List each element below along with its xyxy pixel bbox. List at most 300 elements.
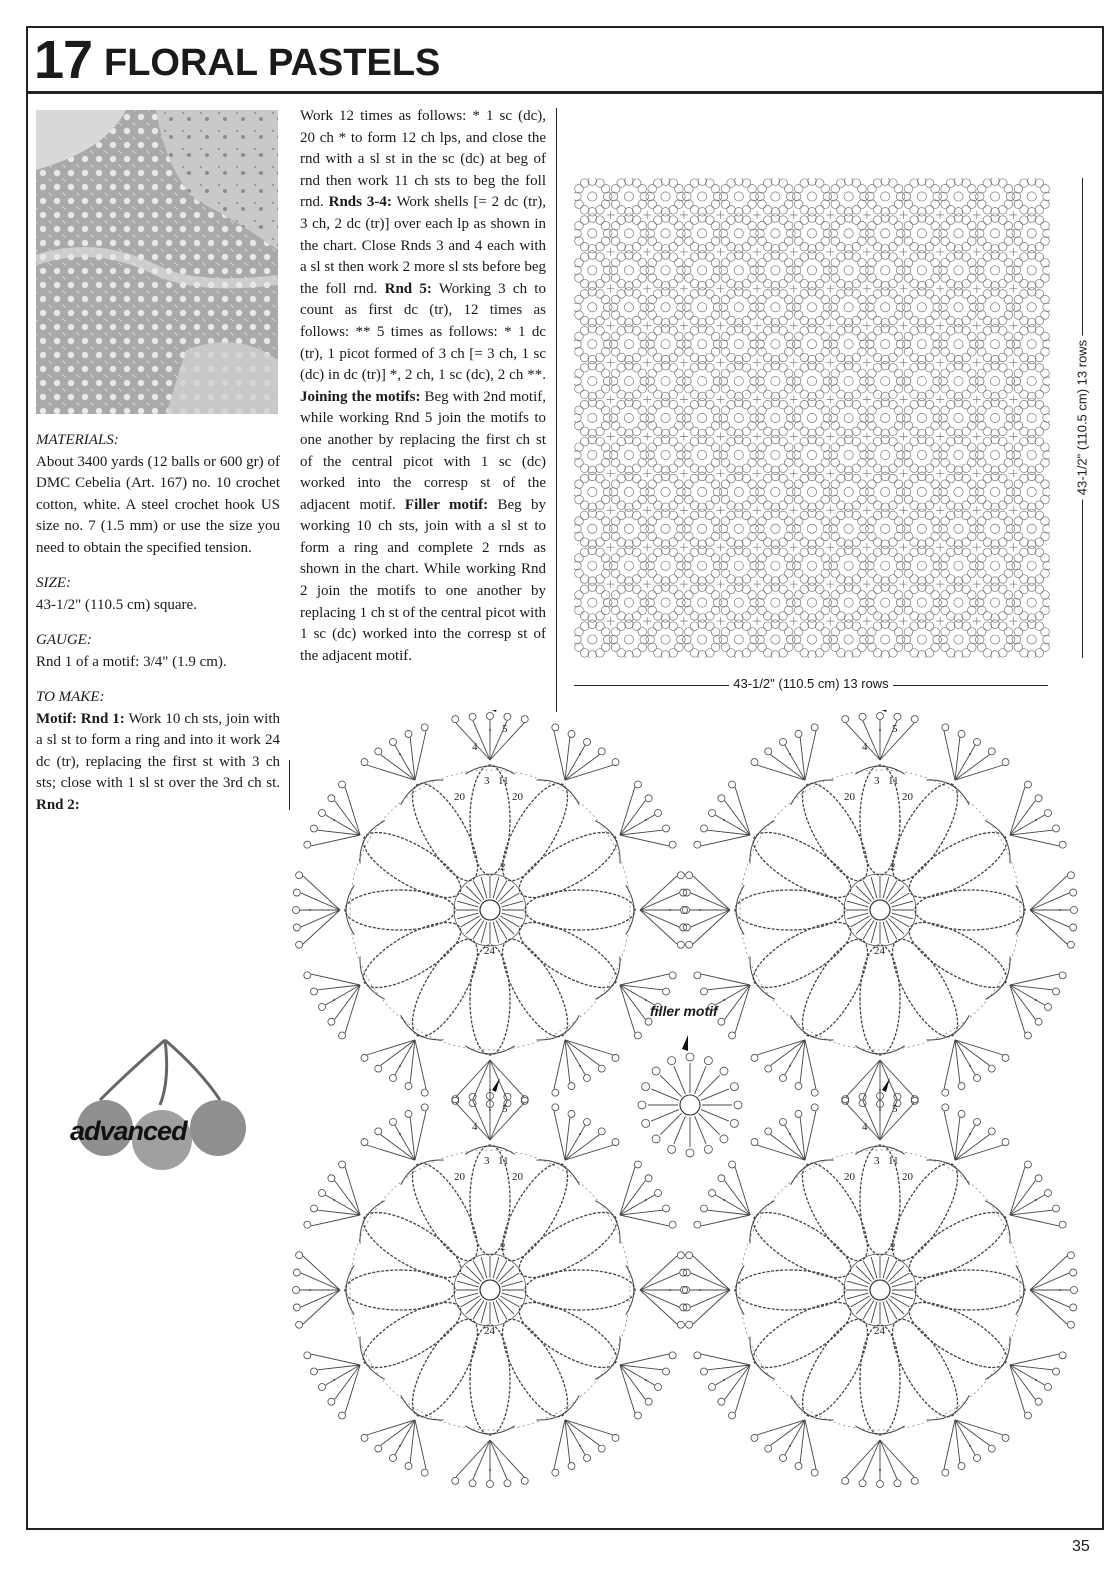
grid-filler [1009, 432, 1017, 440]
grid-filler [753, 469, 761, 477]
grid-filler [936, 396, 944, 404]
height-dimension [1072, 178, 1092, 658]
round-label: 2 [890, 861, 896, 873]
grid-filler [790, 617, 798, 625]
round-label: 20 [902, 1171, 913, 1183]
round-label: 5 [892, 1103, 898, 1115]
grid-filler [900, 396, 908, 404]
grid-filler [973, 211, 981, 219]
grid-motif [866, 251, 905, 290]
grid-motif [1012, 288, 1050, 327]
round-label: 20 [512, 791, 523, 803]
grid-motif [719, 583, 758, 622]
grid-motif [646, 398, 685, 437]
grid-motif [829, 214, 868, 253]
grid-motif [975, 398, 1014, 437]
grid-motif [609, 583, 648, 622]
grid-filler [1009, 506, 1017, 514]
grid-filler [643, 506, 651, 514]
grid-motif [792, 583, 831, 622]
round-label: 4 [862, 741, 868, 753]
grid-filler [716, 248, 724, 256]
grid-filler [790, 248, 798, 256]
grid-motif [682, 178, 721, 216]
grid-motif [902, 435, 941, 474]
grid-motif [719, 398, 758, 437]
grid-filler [973, 617, 981, 625]
grid-motif [866, 509, 905, 548]
grid-motif [1012, 324, 1050, 363]
grid-motif [902, 288, 941, 327]
width-label: 43-1/2" (110.5 cm) 13 rows [729, 676, 892, 691]
motif-rnd1-label: Motif: Rnd 1: [36, 710, 125, 727]
grid-motif [939, 546, 978, 585]
page-title: FLORAL PASTELS [104, 42, 441, 84]
grid-filler [790, 359, 798, 367]
grid-filler [680, 285, 688, 293]
grid-motif [975, 214, 1014, 253]
grid-motif [829, 324, 868, 363]
grid-motif [719, 546, 758, 585]
round-label: 3 [874, 1155, 880, 1167]
grid-motif [609, 435, 648, 474]
grid-motif [646, 435, 685, 474]
round-label: 20 [844, 1171, 855, 1183]
grid-filler [643, 617, 651, 625]
grid-filler [900, 580, 908, 588]
grid-motif [682, 472, 721, 511]
grid-motif [756, 435, 795, 474]
round-label: 24 [874, 1325, 885, 1337]
grid-motif [902, 324, 941, 363]
grid-motif [939, 398, 978, 437]
grid-motif [574, 509, 612, 548]
grid-motif [939, 251, 978, 290]
grid-filler [826, 285, 834, 293]
grid-motif [609, 288, 648, 327]
grid-motif [574, 361, 612, 400]
grid-filler [826, 580, 834, 588]
start-arrow-icon [882, 1078, 890, 1092]
grid-motif [939, 620, 978, 658]
grid-filler [680, 248, 688, 256]
round-label: 3 [484, 775, 490, 787]
grid-filler [936, 506, 944, 514]
grid-filler [900, 432, 908, 440]
right-column [300, 106, 546, 667]
grid-motif [792, 178, 831, 216]
grid-filler [936, 211, 944, 219]
grid-motif [609, 620, 648, 658]
grid-motif [866, 178, 905, 216]
grid-motif [939, 509, 978, 548]
round-label: 4 [472, 741, 478, 753]
grid-motif [756, 509, 795, 548]
filler-motif-label: filler motif [650, 1003, 718, 1019]
grid-motif [574, 288, 612, 327]
grid-motif [1012, 472, 1050, 511]
grid-motif [646, 583, 685, 622]
grid-motif [756, 214, 795, 253]
filler-start-arrow-icon [682, 1035, 688, 1051]
grid-filler [936, 285, 944, 293]
grid-motif [609, 324, 648, 363]
round-label: 24 [484, 945, 495, 957]
grid-motif [829, 509, 868, 548]
grid-motif [646, 178, 685, 216]
round-label: 20 [512, 1171, 523, 1183]
grid-filler [753, 580, 761, 588]
grid-motif [1012, 620, 1050, 658]
grid-filler [826, 432, 834, 440]
grid-filler [643, 580, 651, 588]
grid-filler [790, 396, 798, 404]
grid-motif [646, 472, 685, 511]
grid-motif [756, 546, 795, 585]
grid-motif [1012, 509, 1050, 548]
grid-filler [716, 396, 724, 404]
grid-motif [975, 583, 1014, 622]
materials-text: About 3400 yards (12 balls or 600 gr) of DMC Cebelia (Art. 167) no. 10 crochet cotton, white. A steel crochet hook US size no. 7 (1.5 mm) or use the size you need to obtain the specified tension. [36, 453, 280, 556]
grid-motif [975, 251, 1014, 290]
round-label: 20 [844, 791, 855, 803]
grid-filler [826, 248, 834, 256]
page-number: 35 [1072, 1538, 1090, 1555]
grid-filler [680, 396, 688, 404]
grid-motif [975, 178, 1014, 216]
grid-motif [1012, 546, 1050, 585]
grid-filler [753, 322, 761, 330]
joining-text: Beg with 2nd motif, while working Rnd 5 join the motifs to one another by replacing the first ch st of the central picot with 1 sc (dc) worked into the corresp st of the adjacent motif. [300, 388, 547, 513]
grid-filler [936, 617, 944, 625]
grid-filler [973, 396, 981, 404]
motif-rnd1-text: Work 10 ch sts, join with a sl st to form a ring and into it work 24 dc (tr), replacing the first st with 3 ch sts; close with 1 sl st over the 3rd ch st. [36, 710, 280, 791]
grid-filler [716, 211, 724, 219]
grid-motif [792, 472, 831, 511]
grid-motif [609, 472, 648, 511]
grid-motif [939, 472, 978, 511]
joining-label: Joining the motifs: [300, 388, 421, 405]
filler-label-text: Filler motif: [404, 496, 489, 513]
pattern-number: 17 [34, 30, 93, 90]
grid-motif [792, 546, 831, 585]
grid-motif [574, 251, 612, 290]
grid-motif [902, 620, 941, 658]
grid-motif [902, 251, 941, 290]
grid-motif [792, 324, 831, 363]
grid-motif [866, 620, 905, 658]
grid-motif [902, 398, 941, 437]
grid-motif [682, 546, 721, 585]
grid-motif [719, 361, 758, 400]
round-label: 20 [902, 791, 913, 803]
grid-motif [682, 251, 721, 290]
grid-filler [973, 543, 981, 551]
grid-filler [863, 543, 871, 551]
grid-motif [829, 398, 868, 437]
grid-filler [790, 432, 798, 440]
round-label: 2 [500, 1241, 506, 1253]
grid-motif [574, 178, 612, 216]
grid-motif [1012, 398, 1050, 437]
grid-filler [863, 506, 871, 514]
round-label: 24 [484, 1325, 495, 1337]
round-label: 5 [502, 1103, 508, 1115]
grid-motif [1012, 583, 1050, 622]
grid-motif [646, 214, 685, 253]
grid-motif [719, 288, 758, 327]
grid-motif [975, 324, 1014, 363]
grid-filler [680, 432, 688, 440]
grid-motif [902, 509, 941, 548]
grid-motif [646, 509, 685, 548]
grid-motif [1012, 178, 1050, 216]
grid-filler [753, 617, 761, 625]
grid-motif [719, 214, 758, 253]
rnd5-label: Rnd 5: [384, 280, 432, 297]
grid-motif [829, 178, 868, 216]
motif-stitch-chart [280, 710, 1080, 1520]
round-label: 20 [454, 791, 465, 803]
grid-filler [716, 322, 724, 330]
start-arrow-icon [492, 1078, 500, 1092]
grid-motif [719, 251, 758, 290]
grid-motif [646, 324, 685, 363]
grid-motif [719, 324, 758, 363]
grid-motif [1012, 251, 1050, 290]
grid-motif [975, 435, 1014, 474]
round-label: 3 [484, 1155, 490, 1167]
grid-filler [973, 248, 981, 256]
motif-diagram [293, 1078, 688, 1488]
grid-motif [574, 324, 612, 363]
grid-filler [863, 580, 871, 588]
grid-motif [609, 546, 648, 585]
grid-motif [756, 324, 795, 363]
grid-filler [607, 359, 615, 367]
grid-filler [1009, 248, 1017, 256]
grid-filler [900, 469, 908, 477]
grid-filler [607, 396, 615, 404]
grid-motif [574, 472, 612, 511]
grid-motif [866, 583, 905, 622]
grid-filler [973, 285, 981, 293]
grid-filler [790, 543, 798, 551]
materials-heading: MATERIALS: [36, 432, 119, 448]
grid-filler [936, 359, 944, 367]
grid-motif [682, 509, 721, 548]
grid-filler [863, 211, 871, 219]
grid-filler [826, 396, 834, 404]
grid-filler [753, 359, 761, 367]
grid-motif [574, 620, 612, 658]
materials-section [36, 430, 280, 559]
round-label: 11 [888, 775, 899, 787]
grid-motif [682, 324, 721, 363]
grid-filler [643, 432, 651, 440]
grid-filler [680, 506, 688, 514]
grid-motif [939, 178, 978, 216]
grid-motif [609, 251, 648, 290]
grid-filler [607, 543, 615, 551]
rnd3-4-text: Work shells [= 2 dc (tr), 3 ch, 2 dc (tr)] over each lp as shown in the chart. Close Rnds 3 and 4 each with a sl st then work 2 more sl sts before beg the foll rnd. [300, 194, 546, 297]
grid-filler [643, 211, 651, 219]
grid-filler [680, 543, 688, 551]
grid-motif [939, 324, 978, 363]
grid-filler [680, 322, 688, 330]
round-label: 5 [502, 723, 508, 735]
grid-filler [973, 322, 981, 330]
grid-filler [900, 248, 908, 256]
grid-motif [756, 251, 795, 290]
rnd2-text: Work 12 times as follows: * 1 sc (dc), 20 ch * to form 12 ch lps, and close the rnd with a sl st in the sc (dc) at beg of rnd then work 11 ch sts to beg the foll rnd. [300, 108, 546, 211]
grid-filler [643, 469, 651, 477]
grid-filler [863, 359, 871, 367]
grid-motif [574, 214, 612, 253]
grid-filler [1009, 285, 1017, 293]
grid-motif [719, 509, 758, 548]
grid-filler [607, 580, 615, 588]
grid-motif [719, 178, 758, 216]
grid-filler [826, 543, 834, 551]
motif-diagram [683, 1078, 1078, 1488]
grid-filler [790, 322, 798, 330]
grid-filler [936, 469, 944, 477]
grid-filler [973, 469, 981, 477]
grid-motif [574, 398, 612, 437]
bedspread-photo [36, 110, 278, 414]
cherry-icon [60, 1030, 270, 1180]
grid-filler [753, 543, 761, 551]
grid-filler [936, 432, 944, 440]
to-make-heading: TO MAKE: [36, 689, 105, 705]
grid-motif [682, 435, 721, 474]
grid-motif [866, 324, 905, 363]
grid-filler [753, 396, 761, 404]
grid-motif [829, 583, 868, 622]
grid-filler [826, 617, 834, 625]
grid-motif [792, 398, 831, 437]
grid-motif [939, 435, 978, 474]
grid-filler [716, 285, 724, 293]
round-label: 3 [874, 775, 880, 787]
grid-motif [719, 472, 758, 511]
grid-filler [716, 543, 724, 551]
column-rule-right [556, 108, 557, 712]
grid-motif [829, 288, 868, 327]
grid-motif [719, 620, 758, 658]
grid-filler [900, 617, 908, 625]
grid-filler [790, 469, 798, 477]
grid-filler [1009, 617, 1017, 625]
grid-filler [900, 322, 908, 330]
grid-motif [829, 472, 868, 511]
round-label: 2 [500, 861, 506, 873]
grid-filler [863, 432, 871, 440]
motif-diagram [293, 710, 688, 1108]
grid-motif [682, 620, 721, 658]
grid-filler [973, 580, 981, 588]
round-label: 5 [892, 723, 898, 735]
grid-motif [939, 583, 978, 622]
grid-filler [1009, 322, 1017, 330]
grid-filler [863, 248, 871, 256]
page-header [26, 26, 1104, 94]
grid-motif [866, 546, 905, 585]
grid-filler [1009, 211, 1017, 219]
grid-filler [607, 469, 615, 477]
difficulty-badge: advanced [70, 1116, 187, 1146]
grid-filler [607, 211, 615, 219]
grid-filler [1009, 543, 1017, 551]
grid-motif [939, 214, 978, 253]
grid-filler [643, 396, 651, 404]
grid-motif [975, 546, 1014, 585]
grid-filler [863, 617, 871, 625]
grid-filler [863, 469, 871, 477]
grid-filler [716, 617, 724, 625]
grid-filler [826, 211, 834, 219]
filler-text: Beg by working 10 ch sts, join with a sl st to form a ring and complete 2 rnds as shown in the chart. While working Rnd 2 join the motifs to one another by replacing 1 ch st of the central picot with 1 sc (dc) worked into the corresp st of the adjacent motif. [300, 496, 547, 664]
grid-filler [863, 285, 871, 293]
grid-filler [1009, 580, 1017, 588]
grid-filler [900, 285, 908, 293]
grid-filler [936, 322, 944, 330]
grid-motif [939, 288, 978, 327]
to-make-section [36, 687, 280, 816]
filler-motif-diagram [638, 1035, 742, 1157]
grid-motif [719, 435, 758, 474]
grid-filler [936, 543, 944, 551]
left-column [36, 430, 280, 816]
grid-motif [682, 583, 721, 622]
grid-filler [826, 359, 834, 367]
grid-filler [607, 285, 615, 293]
grid-motif [756, 583, 795, 622]
grid-filler [900, 543, 908, 551]
grid-motif [646, 620, 685, 658]
grid-filler [607, 432, 615, 440]
grid-filler [790, 211, 798, 219]
grid-filler [900, 359, 908, 367]
grid-filler [753, 248, 761, 256]
round-label: 11 [498, 775, 509, 787]
grid-filler [973, 359, 981, 367]
grid-motif [646, 288, 685, 327]
grid-motif [829, 435, 868, 474]
grid-filler [900, 506, 908, 514]
grid-motif [1012, 361, 1050, 400]
grid-motif [866, 288, 905, 327]
start-arrow-icon [492, 710, 500, 712]
round-label: 20 [454, 1171, 465, 1183]
grid-filler [936, 580, 944, 588]
grid-filler [680, 469, 688, 477]
grid-motif [646, 361, 685, 400]
round-label: 2 [890, 1241, 896, 1253]
grid-motif [902, 361, 941, 400]
size-section [36, 573, 280, 616]
grid-filler [680, 617, 688, 625]
grid-motif [609, 509, 648, 548]
grid-filler [863, 396, 871, 404]
grid-filler [973, 506, 981, 514]
grid-filler [826, 506, 834, 514]
grid-filler [826, 469, 834, 477]
grid-motif [756, 361, 795, 400]
grid-filler [753, 285, 761, 293]
grid-motif [866, 435, 905, 474]
